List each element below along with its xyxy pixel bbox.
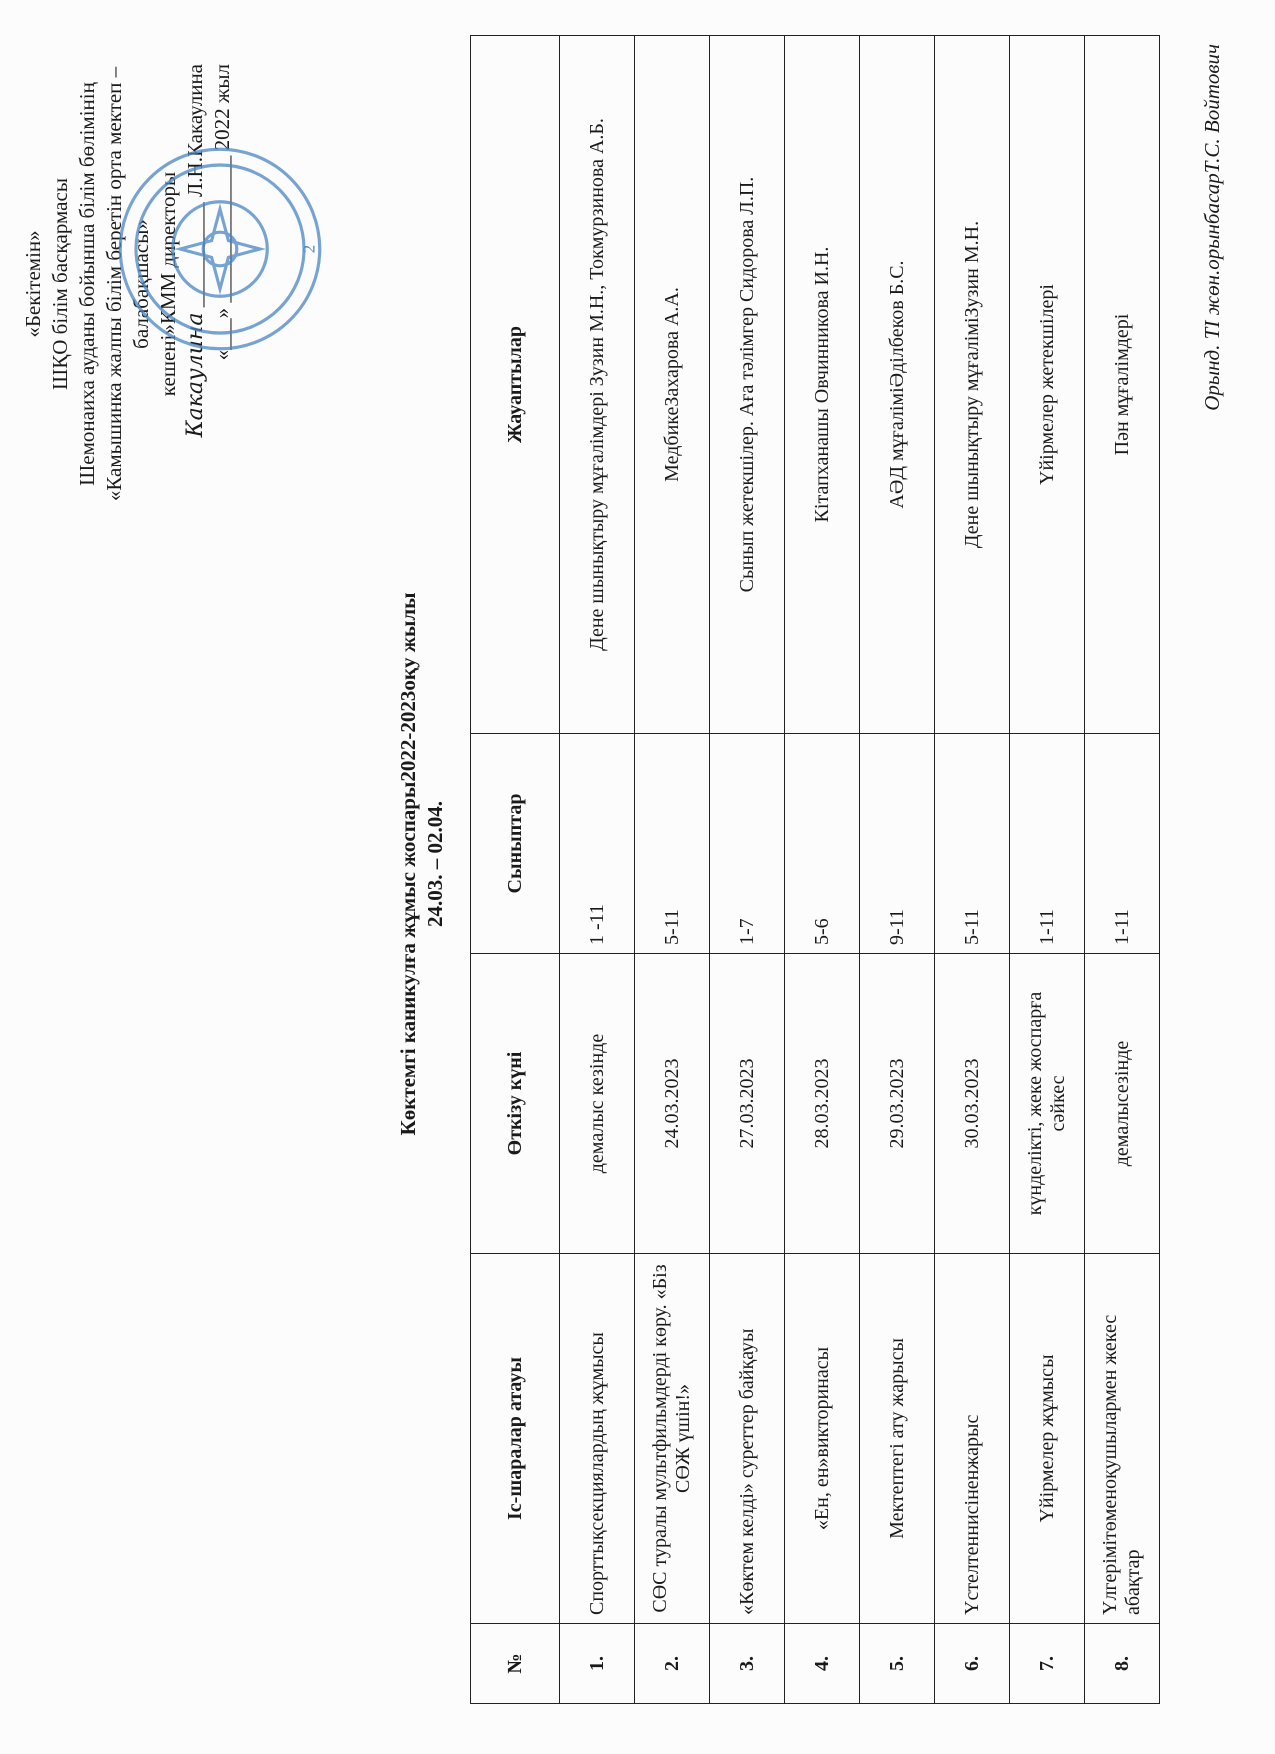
approval-department: Шемонаиха ауданы бойынша білім бөлімінің: [75, 82, 99, 486]
row-number: 6.: [935, 1624, 1010, 1704]
event-date: демалысезінде: [1085, 954, 1160, 1254]
approval-date-line: «___» ______________ 2022 жыл: [210, 64, 234, 361]
row-number: 1.: [560, 1624, 635, 1704]
title-dates: 24.03. – 02.04.: [423, 801, 447, 927]
event-date: 29.03.2023: [860, 954, 935, 1254]
event-grades: 9-11: [860, 734, 935, 954]
event-name: Мектептегі ату жарысы: [860, 1254, 935, 1624]
official-seal-icon: [115, 144, 325, 354]
row-number: 3.: [710, 1624, 785, 1704]
schedule-table: [470, 35, 1160, 1704]
handwritten-signature: Какаулина: [183, 312, 208, 438]
document-title: [395, 414, 449, 1314]
approval-school: «Камышинка жалпы білім беретін орта мектеп –балабақшасы»: [102, 66, 153, 502]
director-name: Л.Н.Какаулина: [183, 64, 207, 197]
event-name: «Көктем келді» суреттер байқауы: [710, 1254, 785, 1624]
header-number: №: [471, 1624, 560, 1704]
table-row: [710, 36, 785, 1704]
event-grades: 5-11: [935, 734, 1010, 954]
row-number: 8.: [1085, 1624, 1160, 1704]
approval-organization: ШҚО білім басқармасы: [48, 178, 72, 390]
prepared-by: Орынд. ТІ жөн.орынбасарТ.С. Войтович: [1200, 44, 1224, 411]
table-row: [935, 36, 1010, 1704]
table-row: [1010, 36, 1085, 1704]
row-number: 7.: [1010, 1624, 1085, 1704]
event-date: күнделікті, жеке жоспарға сәйкес: [1010, 954, 1085, 1254]
table-header-row: [471, 36, 560, 1704]
event-responsible: Дене шынықтыру мұғаліміЗузин М.Н.: [935, 36, 1010, 734]
event-name: СӨС туралы мультфильмдерді көру. «Біз СӨЖ үшін!»: [635, 1254, 710, 1624]
event-responsible: Сынып жетекшілер. Аға тәлімгер Сидорова Л.П.: [710, 36, 785, 734]
event-name: «Ен, ен»викторинасы: [785, 1254, 860, 1624]
event-grades: 5-11: [635, 734, 710, 954]
table-row: [785, 36, 860, 1704]
event-grades: 1-11: [1085, 734, 1160, 954]
table-row: [860, 36, 935, 1704]
event-responsible: Үйірмелер жетекшілері: [1010, 36, 1085, 734]
event-responsible: Кітапханашы Овчинникова И.Н.: [785, 36, 860, 734]
event-name: Үстелтеннисіненжарыс: [935, 1254, 1010, 1624]
event-date: демалыс кезінде: [560, 954, 635, 1254]
event-date: 28.03.2023: [785, 954, 860, 1254]
approval-date-quote: «___»: [210, 307, 234, 361]
row-number: 5.: [860, 1624, 935, 1704]
event-date: 30.03.2023: [935, 954, 1010, 1254]
title-line: Көктемгі каникулға жұмыс жоспары2022-2023оқу жылы: [396, 592, 420, 1136]
table-row: [560, 36, 635, 1704]
header-event-name: Іс-шаралар атауы: [471, 1254, 560, 1624]
event-grades: 1 -11: [560, 734, 635, 954]
approval-position: кешені»КММ директоры: [156, 171, 180, 397]
event-grades: 5-6: [785, 734, 860, 954]
event-grades: 1-11: [1010, 734, 1085, 954]
event-responsible: АӘД мұғаліміӘділбеков Б.С.: [860, 36, 935, 734]
event-responsible: МедбикеЗахарова А.А.: [635, 36, 710, 734]
row-number: 2.: [635, 1624, 710, 1704]
event-grades: 1-7: [710, 734, 785, 954]
header-date: Өткізу күні: [471, 954, 560, 1254]
event-date: 24.03.2023: [635, 954, 710, 1254]
table-row: [1085, 36, 1160, 1704]
approval-year: 2022 жыл: [210, 64, 234, 151]
seal-number: 2: [299, 244, 319, 254]
event-name: Үлгерімітөменоқушылармен жекес абақтар: [1085, 1254, 1160, 1624]
event-responsible: Дене шынықтыру мұғалімдері Зузин М.Н., Токмурзинова А.Б.: [560, 36, 635, 734]
event-name: Спорттықсекциялардың жұмысы: [560, 1254, 635, 1624]
event-date: 27.03.2023: [710, 954, 785, 1254]
header-grades: Сыныптар: [471, 734, 560, 954]
signature-line: Какаулина __________ Л.Н.Какаулина: [183, 64, 208, 438]
approval-heading: «Бекітемін»: [21, 230, 45, 338]
row-number: 4.: [785, 1624, 860, 1704]
event-name: Үйірмелер жұмысы: [1010, 1254, 1085, 1624]
header-responsible: Жауаптылар: [471, 36, 560, 734]
event-responsible: Пән мұғалімдері: [1085, 36, 1160, 734]
table-row: [635, 36, 710, 1704]
